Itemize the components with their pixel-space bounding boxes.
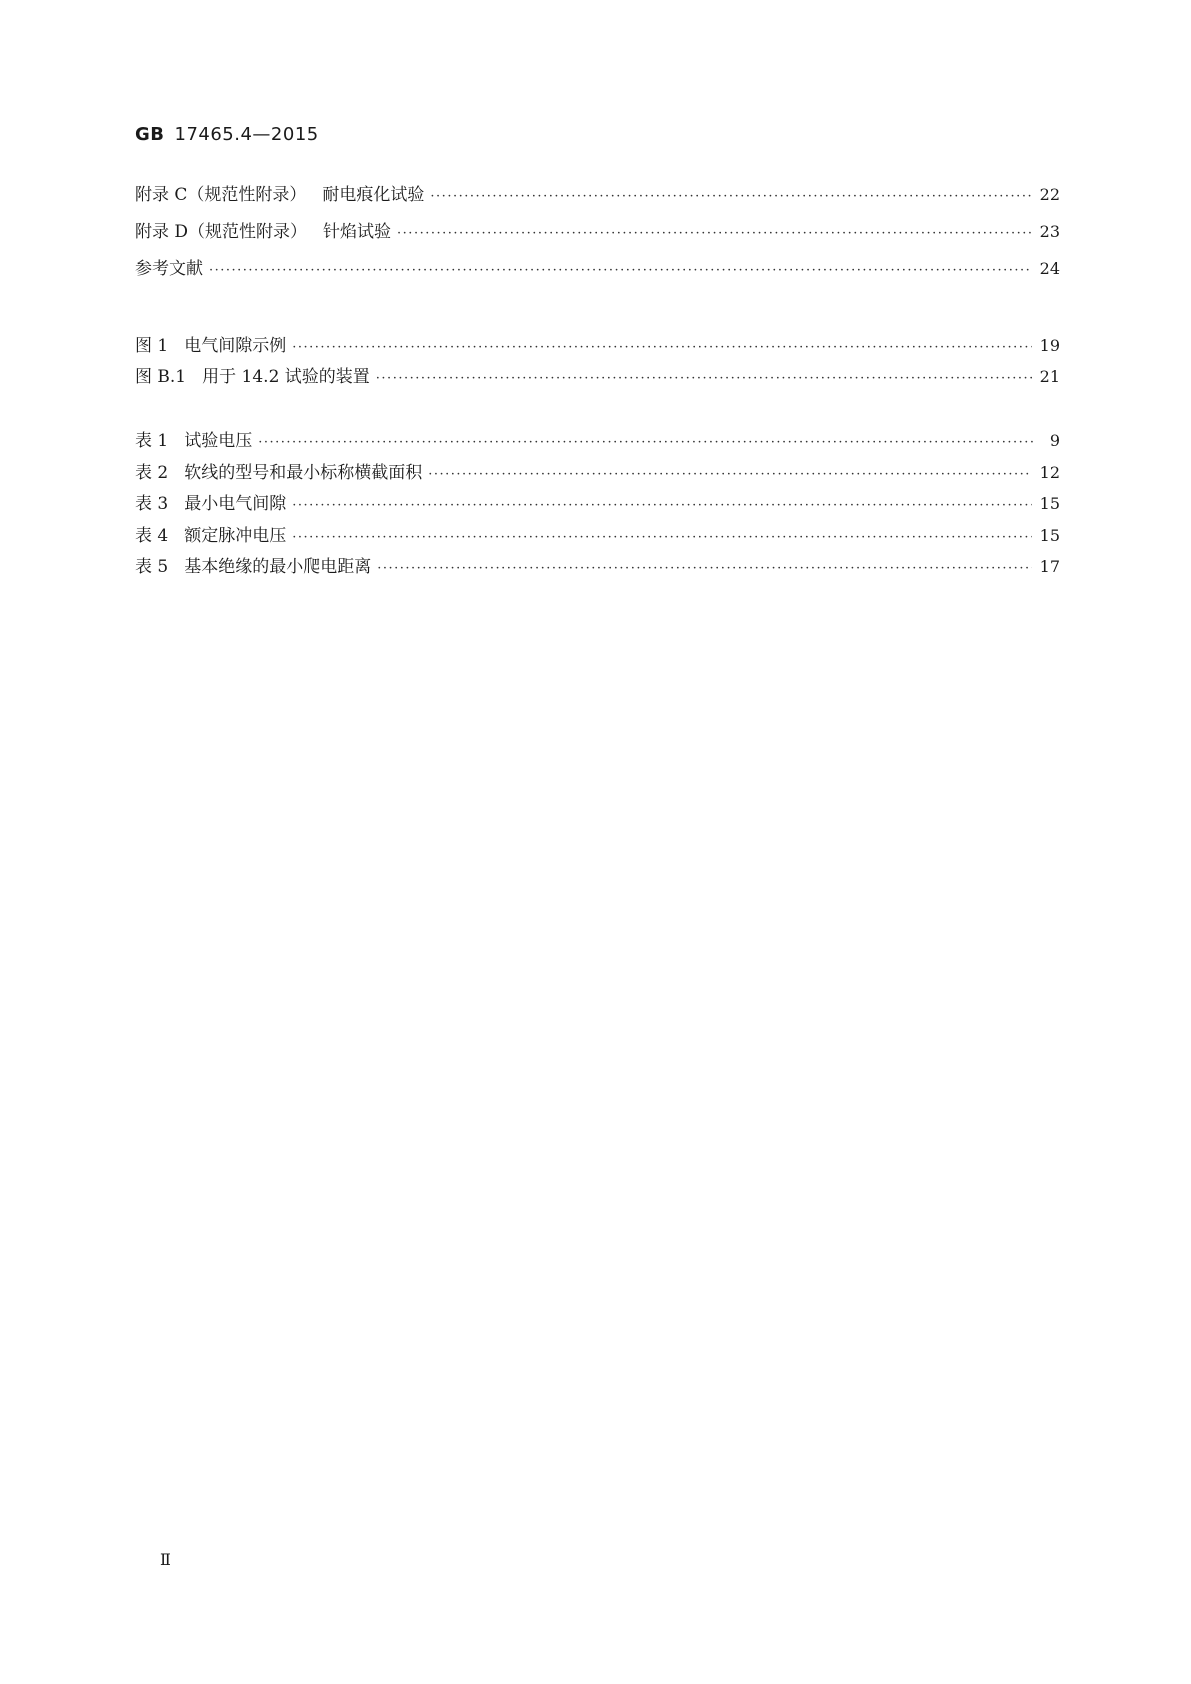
dot-leader: [397, 227, 1032, 240]
toc-entry-page: 15: [1039, 525, 1060, 545]
dot-leader: [292, 341, 1031, 354]
dot-leader: [258, 436, 1034, 449]
dot-leader: [377, 562, 1031, 575]
toc-entry-title: 针焰试验: [323, 222, 392, 242]
toc-entry-label: 图 1: [135, 336, 169, 356]
toc-figure-list: [135, 331, 1060, 393]
toc-entry-table-5[interactable]: [135, 552, 1060, 584]
toc-entry-page: 17: [1039, 557, 1060, 576]
toc-entry-figure-b1[interactable]: [135, 362, 1060, 393]
toc-entry-label: 附录 D（规范性附录）: [135, 222, 308, 242]
toc-entry-page: 23: [1039, 222, 1060, 241]
document-header: [135, 124, 319, 145]
toc-entry-title: 耐电痕化试验: [322, 185, 425, 205]
standard-number: 17465.4—2015: [174, 124, 319, 145]
toc-entry-label: 表 1: [135, 431, 169, 451]
standard-prefix: GB: [135, 124, 165, 145]
dot-leader: [209, 264, 1032, 277]
toc-entry-title: 软线的型号和最小标称横截面积: [184, 462, 423, 483]
toc-entry-annex-c[interactable]: [135, 180, 1060, 217]
toc-entry-annex-d[interactable]: [135, 217, 1060, 254]
toc-entry-title: 用于 14.2 试验的装置: [202, 367, 370, 387]
toc-annex-list: [135, 180, 1060, 291]
toc-entry-table-1[interactable]: [135, 426, 1060, 458]
dot-leader: [292, 531, 1031, 544]
toc-entry-title: 试验电压: [184, 431, 253, 451]
toc-entry-title: 电气间隙示例: [184, 336, 287, 356]
toc-entry-page: 15: [1039, 494, 1060, 513]
dot-leader: [292, 499, 1031, 512]
toc-entry-page: 19: [1039, 336, 1060, 355]
toc-entry-table-2[interactable]: [135, 458, 1060, 490]
toc-entry-figure-1[interactable]: [135, 331, 1060, 362]
toc-entry-title: 基本绝缘的最小爬电距离: [184, 557, 372, 577]
toc-entry-label: 表 2: [135, 462, 169, 483]
toc-entry-page: 12: [1039, 462, 1060, 482]
dot-leader: [430, 190, 1031, 203]
toc-entry-title: 最小电气间隙: [184, 494, 287, 514]
toc-entry-page: 21: [1039, 367, 1060, 386]
toc-entry-table-3[interactable]: [135, 489, 1060, 521]
toc-entry-page: 22: [1039, 185, 1060, 204]
toc-entry-label: 表 5: [135, 557, 169, 577]
toc-entry-page: 9: [1049, 431, 1060, 450]
toc-entry-bibliography[interactable]: [135, 254, 1060, 291]
toc-entry-label: 附录 C（规范性附录）: [135, 185, 307, 205]
toc-entry-label: 表 4: [135, 525, 169, 546]
toc-entry-label: 表 3: [135, 494, 169, 514]
dot-leader: [376, 372, 1032, 385]
toc-entry-title: 额定脉冲电压: [184, 525, 287, 546]
toc-table-list: [135, 426, 1060, 584]
page-number: Ⅱ: [160, 1550, 171, 1569]
toc-entry-page: 24: [1039, 259, 1060, 278]
dot-leader: [428, 468, 1031, 481]
toc-entry-table-4[interactable]: [135, 521, 1060, 553]
toc-entry-label: 图 B.1: [135, 367, 187, 387]
toc-entry-label: 参考文献: [135, 259, 203, 279]
